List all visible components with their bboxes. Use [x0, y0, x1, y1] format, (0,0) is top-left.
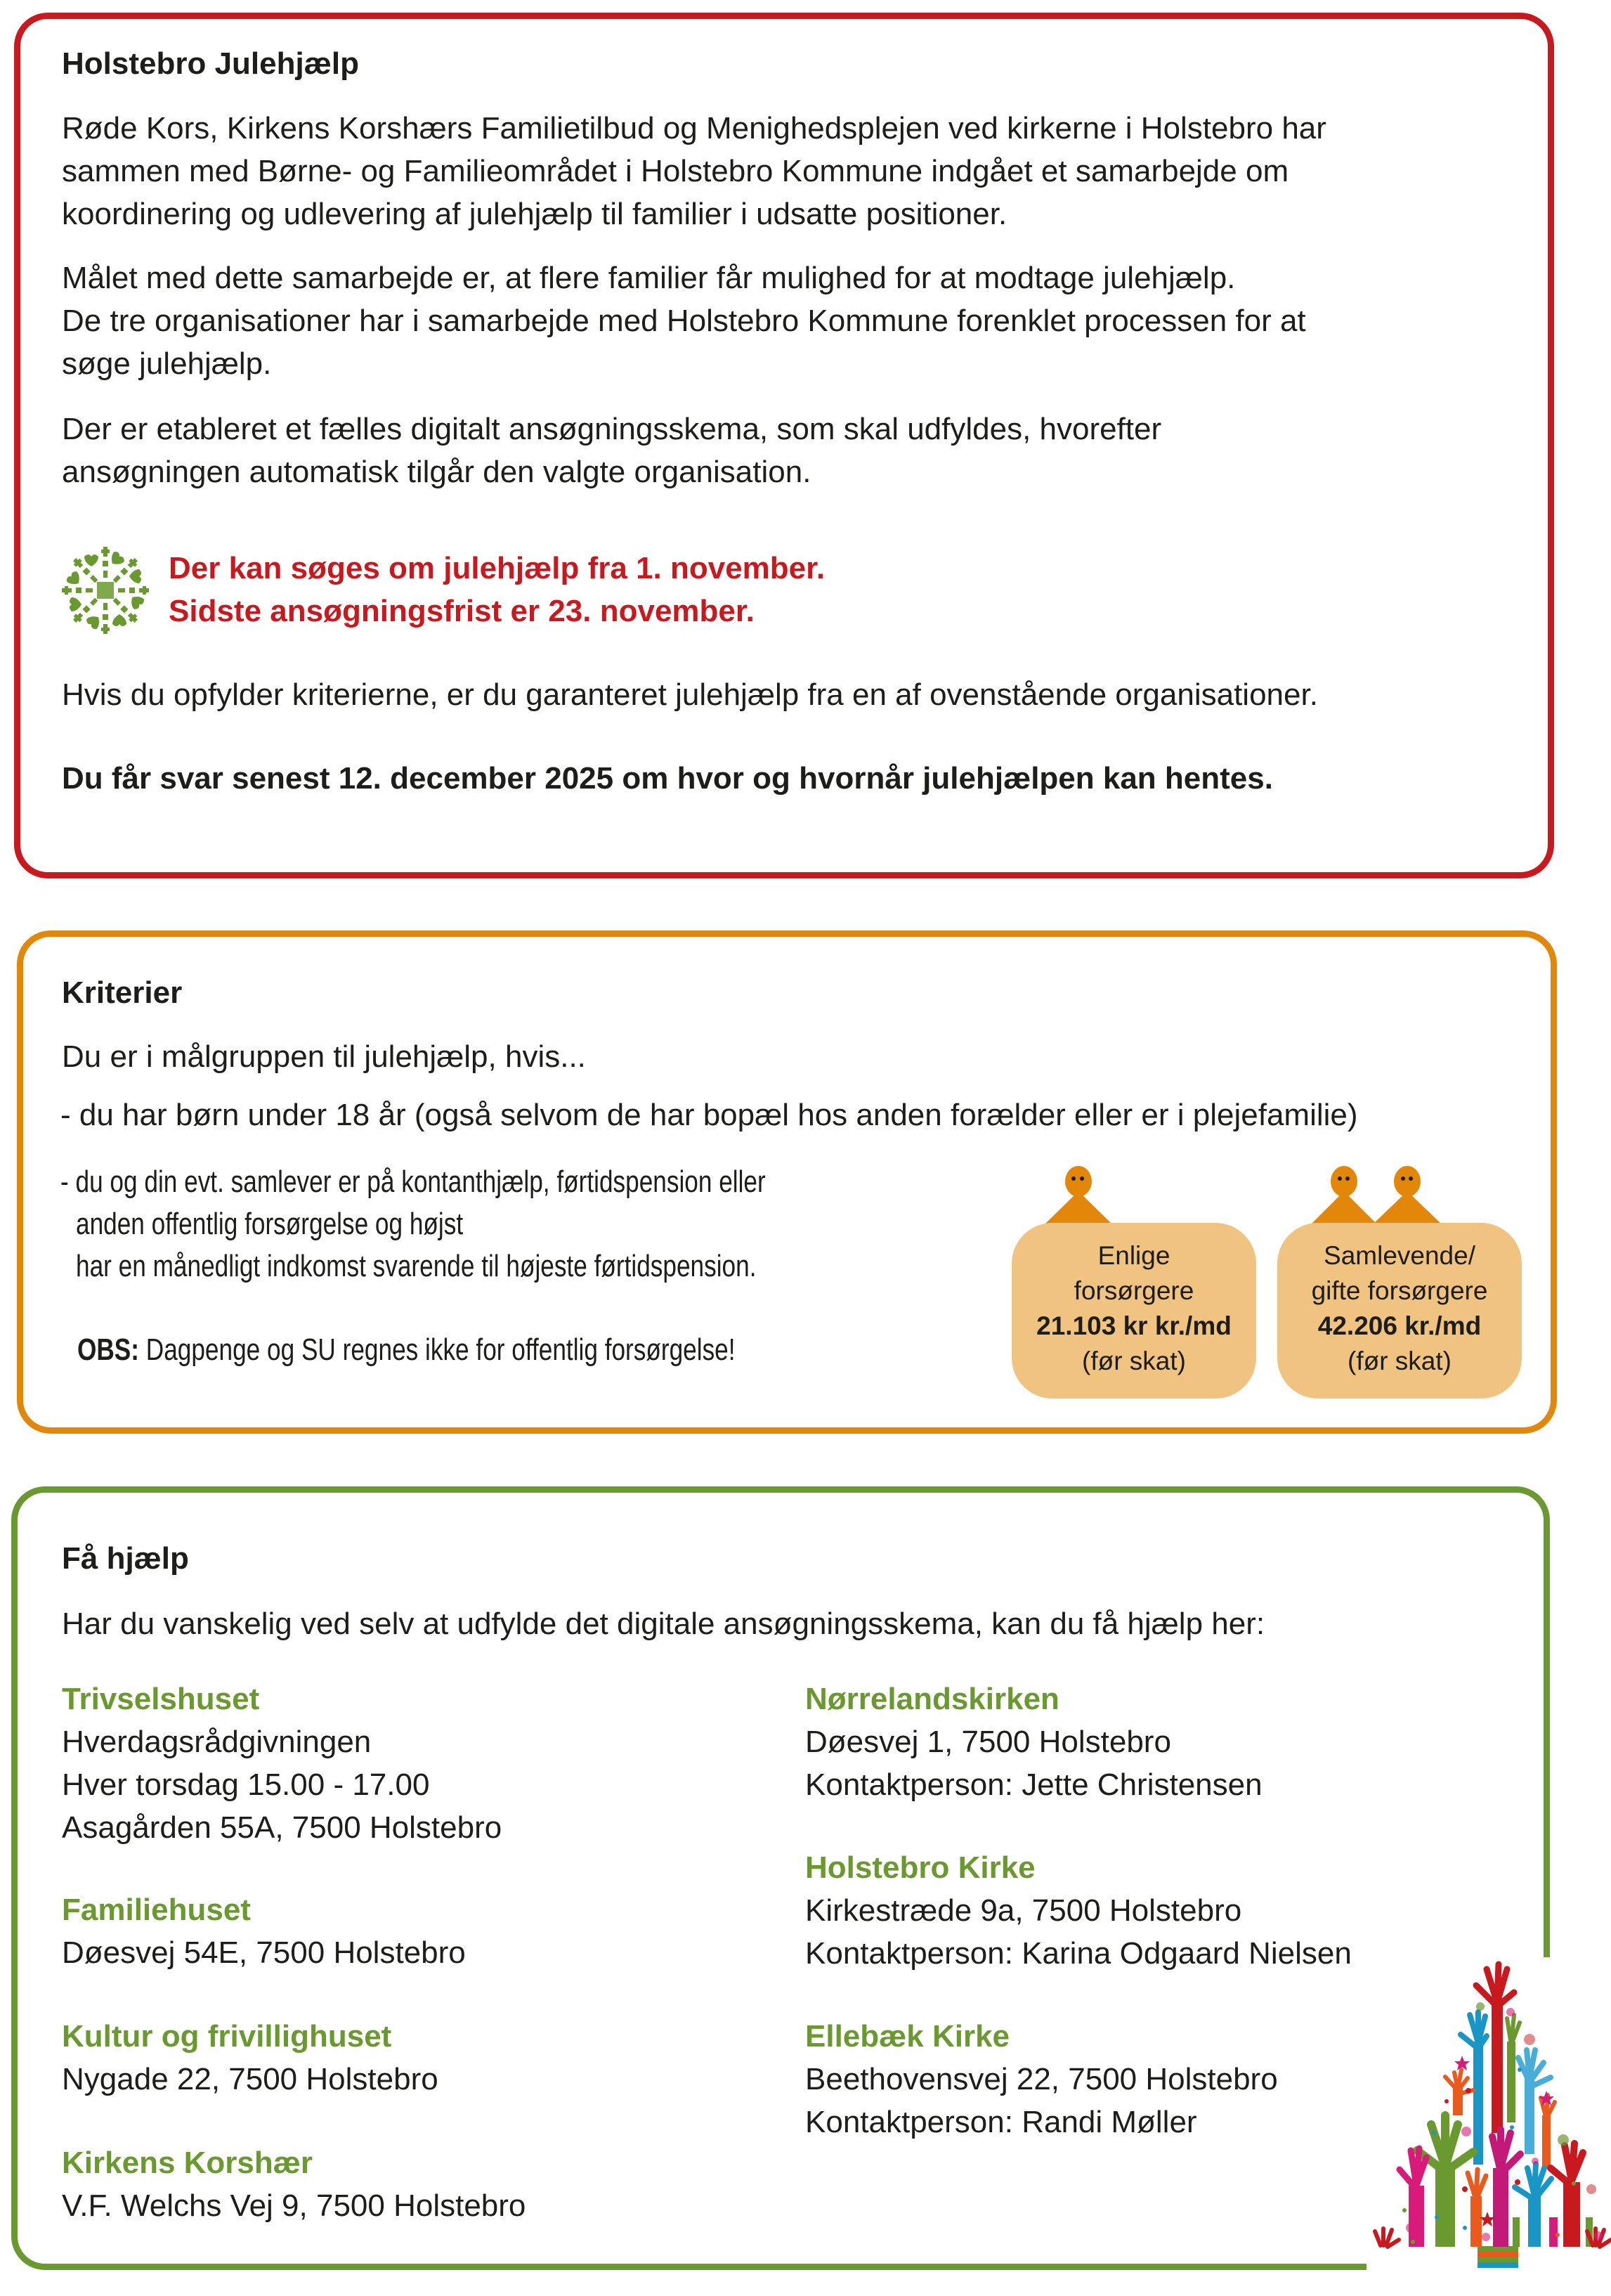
obs-label: OBS:	[77, 1332, 139, 1367]
income-amount-single: 21.103 kr kr./md	[1036, 1311, 1232, 1340]
location-detail: Hverdagsrådgivningen	[62, 1725, 372, 1759]
application-deadline: Sidste ansøgningsfrist er 23. november.	[169, 594, 755, 628]
section-title-faa-hjaelp: Få hjælp	[62, 1541, 189, 1576]
income-box-label: Samlevende/	[1324, 1241, 1475, 1270]
hands-christmas-tree-icon	[1359, 1957, 1611, 2296]
help-location-familiehuset	[62, 1889, 466, 1974]
paragraph-line: Røde Kors, Kirkens Korshærs Familietilbud og Menighedsplejen ved kirkerne i Holstebro har	[62, 111, 1326, 145]
paragraph-line: sammen med Børne- og Familieområdet i Holstebro Kommune indgået et samarbejde om	[62, 154, 1289, 188]
snowflake-icon	[56, 541, 155, 640]
help-location-noerrelandskirken	[805, 1678, 1263, 1806]
income-box-label: gifte forsørgere	[1311, 1276, 1488, 1305]
location-name: Kultur og frivillighuset	[62, 2019, 392, 2054]
help-location-holstebro-kirke	[805, 1847, 1352, 1975]
paragraph-intro	[62, 107, 1326, 235]
income-amount-couple: 42.206 kr./md	[1317, 1311, 1482, 1340]
obs-note	[77, 1328, 900, 1371]
section-title-kriterier: Kriterier	[62, 975, 183, 1010]
income-box-label: forsørgere	[1074, 1276, 1194, 1305]
income-box-single	[1012, 1223, 1256, 1399]
location-address: Døesvej 1, 7500 Holstebro	[805, 1725, 1171, 1759]
location-address: V.F. Welchs Vej 9, 7500 Holstebro	[62, 2188, 526, 2223]
help-location-kultur-og-frivillighuset	[62, 2016, 438, 2101]
location-contact: Kontaktperson: Jette Christensen	[805, 1768, 1263, 1802]
guarantee-text: Hvis du opfylder kriterierne, er du garanteret julehjælp fra en af ovenstående organisationer.	[62, 677, 1318, 712]
help-intro: Har du vanskelig ved selv at udfylde det digitale ansøgningsskema, kan du få hjælp her:	[62, 1607, 1265, 1641]
single-person-icon	[1040, 1163, 1117, 1226]
location-contact: Kontaktperson: Karina Odgaard Nielsen	[805, 1936, 1352, 1971]
income-box-note: (før skat)	[1082, 1347, 1186, 1375]
location-name: Kirkens Korshær	[62, 2146, 313, 2180]
paragraph-line: Målet med dette samarbejde er, at flere familier får mulighed for at modtage julehjælp.	[62, 261, 1236, 295]
help-location-trivselshuset	[62, 1678, 502, 1849]
location-contact: Kontaktperson: Randi Møller	[805, 2105, 1197, 2139]
location-name: Familiehuset	[62, 1893, 251, 1927]
location-name: Nørrelandskirken	[805, 1682, 1059, 1716]
location-address: Kirkestræde 9a, 7500 Holstebro	[805, 1893, 1242, 1928]
paragraph-line: koordinering og udlevering af julehjælp til familier i udsatte positioner.	[62, 197, 1007, 231]
paragraph-line: søge julehjælp.	[62, 346, 272, 381]
paragraph-line: De tre organisationer har i samarbejde med Holstebro Kommune forenklet processen for at	[62, 304, 1306, 338]
criteria-bullet-income	[60, 1161, 942, 1288]
help-location-kirkens-korshaer	[62, 2142, 526, 2227]
section-border-fragment	[1359, 2264, 1367, 2270]
help-location-ellebaek-kirke	[805, 2016, 1278, 2143]
income-box-note: (før skat)	[1348, 1347, 1452, 1375]
location-name: Trivselshuset	[62, 1682, 260, 1716]
paragraph-form	[62, 408, 1161, 493]
couple-icon	[1303, 1163, 1451, 1226]
income-box-couple	[1277, 1223, 1522, 1399]
paragraph-line: - du og din evt. samlever er på kontanthjælp, førtidspension eller	[60, 1165, 766, 1199]
paragraph-line: anden offentlig forsørgelse og højst	[76, 1207, 464, 1241]
location-address: Beethovensvej 22, 7500 Holstebro	[805, 2062, 1278, 2096]
answer-deadline-text: Du får svar senest 12. december 2025 om hvor og hvornår julehjælpen kan hentes.	[62, 761, 1273, 796]
location-address: Døesvej 54E, 7500 Holstebro	[62, 1935, 466, 1970]
paragraph-goal	[62, 257, 1306, 385]
location-address: Asagården 55A, 7500 Holstebro	[62, 1810, 502, 1845]
criteria-intro: Du er i målgruppen til julehjælp, hvis...	[62, 1039, 586, 1074]
criteria-bullet-children: - du har børn under 18 år (også selvom de har bopæl hos anden forælder eller er i plejefamilie)	[60, 1098, 1358, 1132]
application-dates-notice	[169, 547, 825, 633]
location-name: Holstebro Kirke	[805, 1850, 1036, 1885]
paragraph-line: har en månedligt indkomst svarende til højeste førtidspension.	[76, 1249, 757, 1283]
section-title-julehjaelp: Holstebro Julehjælp	[62, 46, 359, 81]
location-address: Nygade 22, 7500 Holstebro	[62, 2062, 438, 2096]
location-name: Ellebæk Kirke	[805, 2019, 1010, 2054]
income-box-label: Enlige	[1097, 1241, 1170, 1270]
paragraph-line: Der er etableret et fælles digitalt ansøgningsskema, som skal udfyldes, hvorefter	[62, 412, 1162, 446]
location-hours: Hver torsdag 15.00 - 17.00	[62, 1768, 430, 1802]
obs-text: Dagpenge og SU regnes ikke for offentlig forsørgelse!	[139, 1332, 736, 1367]
paragraph-line: ansøgningen automatisk tilgår den valgte organisation.	[62, 455, 811, 489]
application-start-date: Der kan søges om julehjælp fra 1. november.	[169, 551, 826, 585]
